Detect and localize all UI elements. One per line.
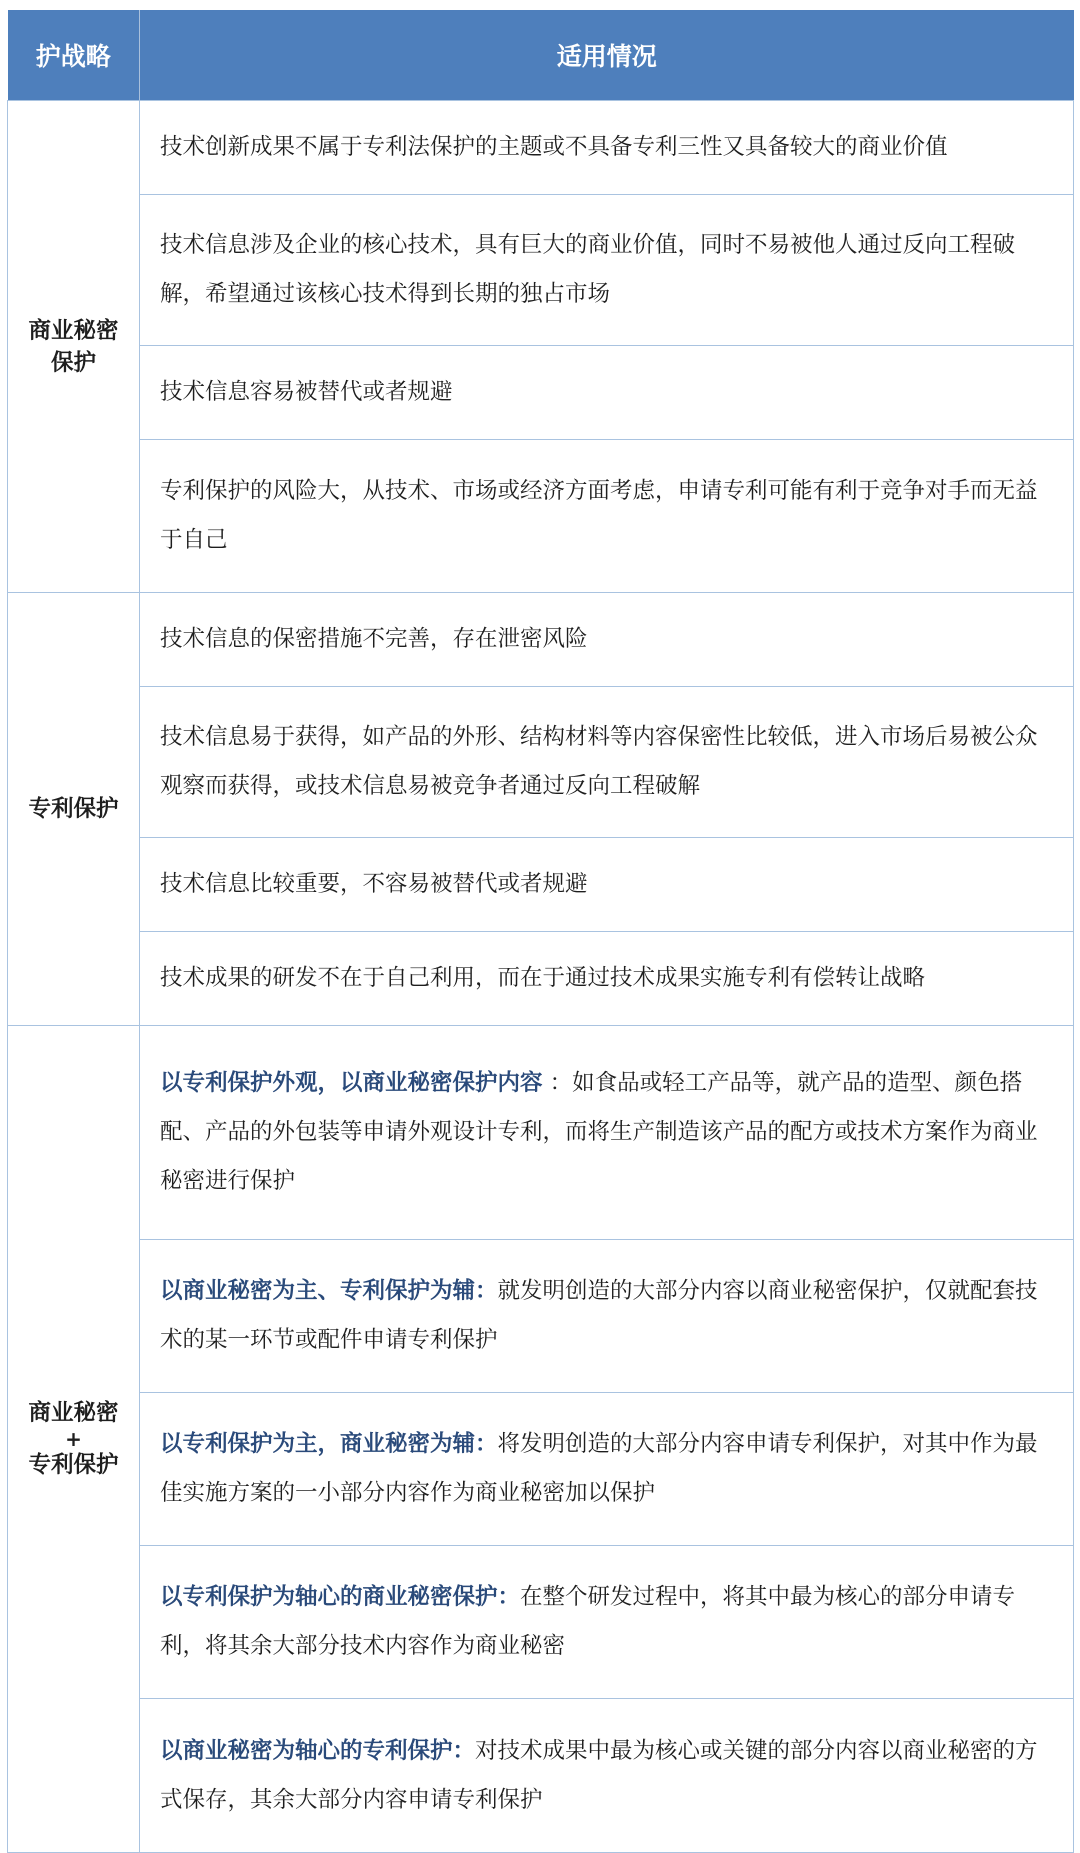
header-applicable-situation: 适用情况 xyxy=(140,10,1074,101)
table-row xyxy=(8,593,1074,687)
situation-cell: 专利保护的风险大，从技术、市场或经济方面考虑，申请专利可能有利于竞争对手而无益于自己 xyxy=(140,440,1074,593)
situation-cell xyxy=(140,1393,1074,1546)
situation-title: 以商业秘密为轴心的专利保护 xyxy=(160,1737,453,1764)
situation-cell xyxy=(140,1026,1074,1240)
table-row xyxy=(8,932,1074,1026)
situation-title: 以专利保护为主，商业秘密为辅 xyxy=(160,1431,476,1457)
situation-title: 以专利保护外观，以商业秘密保护内容 xyxy=(160,1070,543,1096)
situation-separator: ： xyxy=(475,1278,498,1304)
table-header-row xyxy=(8,10,1074,101)
situation-cell: 技术成果的研发不在于自己利用，而在于通过技术成果实施专利有偿转让战略 xyxy=(140,932,1074,1026)
strategy-table xyxy=(7,10,1074,1853)
situation-cell: 技术创新成果不属于专利法保护的主题或不具备专利三性又具备较大的商业价值 xyxy=(140,101,1074,195)
situation-text: 就发明创造的大部分内容以商业秘密保护，仅就配套技术的某一环节或配件申请专利保护 xyxy=(160,1278,1038,1353)
strategy-label-line1: 商业秘密 xyxy=(28,317,119,344)
situation-cell: 技术信息易于获得，如产品的外形、结构材料等内容保密性比较低，进入市场后易被公众观察而获得，或技术信息易被竞争者通过反向工程破解 xyxy=(140,687,1074,838)
strategy-label-line1: 专利保护 xyxy=(28,796,119,822)
situation-separator: ： xyxy=(542,1070,573,1096)
strategy-combined xyxy=(8,1026,140,1853)
table-row xyxy=(8,346,1074,440)
situation-text: 在整个研发过程中，将其中最为核心的部分申请专利，将其余大部分技术内容作为商业秘密 xyxy=(160,1584,1016,1659)
strategy-label-line2: 保护 xyxy=(50,349,96,376)
strategy-table-container xyxy=(7,10,1073,1853)
table-row xyxy=(8,1026,1074,1240)
table-row xyxy=(8,1240,1074,1393)
situation-cell: 技术信息容易被替代或者规避 xyxy=(140,346,1074,440)
situation-cell xyxy=(140,1240,1074,1393)
situation-title: 以专利保护为轴心的商业秘密保护 xyxy=(160,1584,498,1610)
situation-cell xyxy=(140,1546,1074,1699)
table-row xyxy=(8,838,1074,932)
strategy-label-line2: 专利保护 xyxy=(28,1452,119,1478)
plus-sign: + xyxy=(65,1427,82,1451)
table-row xyxy=(8,1393,1074,1546)
strategy-trade-secret xyxy=(8,101,140,593)
situation-cell: 技术信息的保密措施不完善，存在泄密风险 xyxy=(140,593,1074,687)
table-row xyxy=(8,687,1074,838)
situation-separator: ： xyxy=(452,1737,476,1764)
table-row xyxy=(8,101,1074,195)
strategy-label-line1: 商业秘密 xyxy=(28,1400,119,1426)
table-row xyxy=(8,1546,1074,1699)
strategy-patent xyxy=(8,593,140,1026)
table-row xyxy=(8,440,1074,593)
situation-separator: ： xyxy=(475,1431,498,1457)
situation-text: 将发明创造的大部分内容申请专利保护，对其中作为最佳实施方案的一小部分内容作为商业秘密加以保护 xyxy=(160,1431,1038,1506)
table-row xyxy=(8,1699,1074,1853)
table-row xyxy=(8,195,1074,346)
situation-text: 如食品或轻工产品等，就产品的造型、颜色搭配、产品的外包装等申请外观设计专利，而将生产制造该产品的配方或技术方案作为商业秘密进行保护 xyxy=(160,1070,1038,1194)
situation-cell: 技术信息比较重要，不容易被替代或者规避 xyxy=(140,838,1074,932)
header-strategy: 护战略 xyxy=(8,10,140,101)
situation-separator: ： xyxy=(497,1584,521,1610)
situation-cell: 技术信息涉及企业的核心技术，具有巨大的商业价值，同时不易被他人通过反向工程破解，希望通过该核心技术得到长期的独占市场 xyxy=(140,195,1074,346)
situation-title: 以商业秘密为主、专利保护为辅 xyxy=(160,1278,476,1304)
situation-text: 对技术成果中最为核心或关键的部分内容以商业秘密的方式保存，其余大部分内容申请专利保护 xyxy=(160,1737,1038,1813)
situation-cell xyxy=(140,1699,1074,1853)
